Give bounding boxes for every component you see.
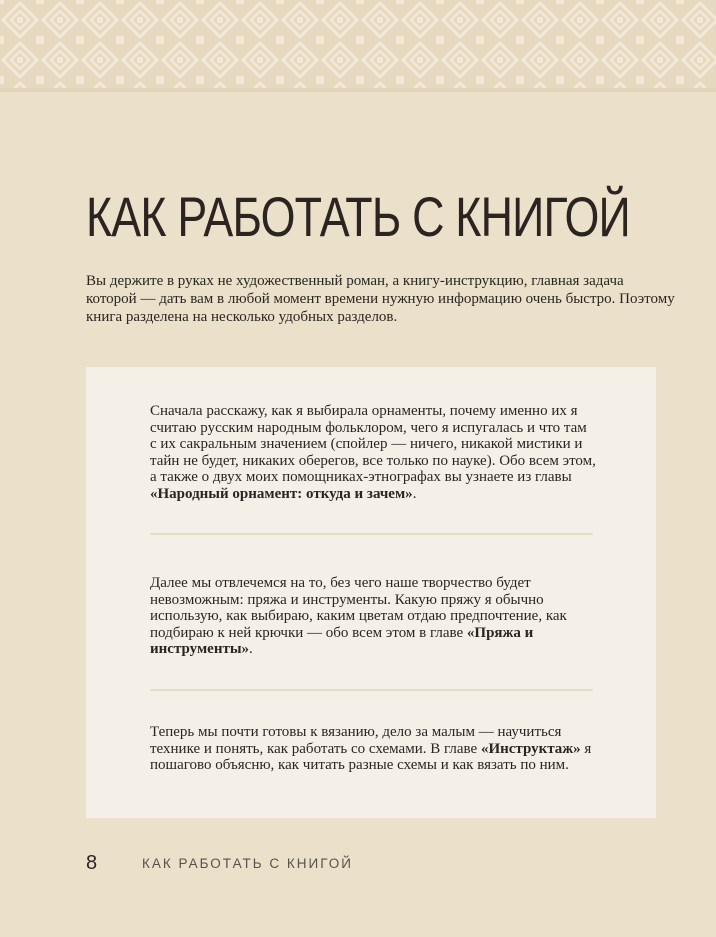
section-text: Теперь мы почти готовы к вязанию, дело за малым — научиться технике и понять, как работать со схемами. В главе xyxy=(150,724,562,757)
section-divider xyxy=(150,689,593,691)
section-text-end: . xyxy=(249,641,253,657)
chapter-link-ornament: «Народный орнамент: откуда и зачем» xyxy=(150,485,413,502)
section-text: Далее мы отвлечемся на то, без чего наше творчество будет невозможным: пряжа и инструменты. Какую пряжу я обычно использую, как выбираю, каким цветам отдаю предпочтение, как подбираю к ней крючки — обо всем этом в главе xyxy=(150,575,567,641)
intro-paragraph: Вы держите в руках не художественный роман, а книгу-инструкцию, главная задача которой — дать вам в любой момент времени нужную информацию очень быстро. Поэтому книга разделена на несколько удобных разделов. xyxy=(86,273,675,325)
section-text-end: . xyxy=(412,485,417,502)
section-ornament xyxy=(150,403,596,502)
ornament-border xyxy=(0,0,716,92)
ornament-pattern xyxy=(0,0,716,92)
section-text-end: я пошагово объясню, как читать разные схемы и как вязать по ним. xyxy=(150,740,592,773)
chapter-link-instruction: «Инструктаж» xyxy=(480,740,581,757)
section-text: Сначала расскажу, как я выбирала орнаменты, почему именно их я считаю русским народным фольклором, чего я испугалась и что там с их сакральным значением (спойлер — ничего, никакой мистики и тайн не будет, никаких оберегов, все только по науке). Обо всем этом, а также о двух моих помощниках-этнографах вы узнаете из главы xyxy=(150,403,596,485)
section-yarn xyxy=(150,575,596,658)
page-number: 8 xyxy=(86,852,98,874)
page-title: КАК РАБОТАТЬ С КНИГОЙ xyxy=(86,185,630,248)
running-title: КАК РАБОТАТЬ С КНИГОЙ xyxy=(142,856,353,871)
section-instruction xyxy=(150,724,596,774)
contents-panel xyxy=(86,367,656,818)
chapter-link-yarn: «Пряжа и инструменты» xyxy=(150,624,534,657)
section-divider xyxy=(150,533,593,535)
